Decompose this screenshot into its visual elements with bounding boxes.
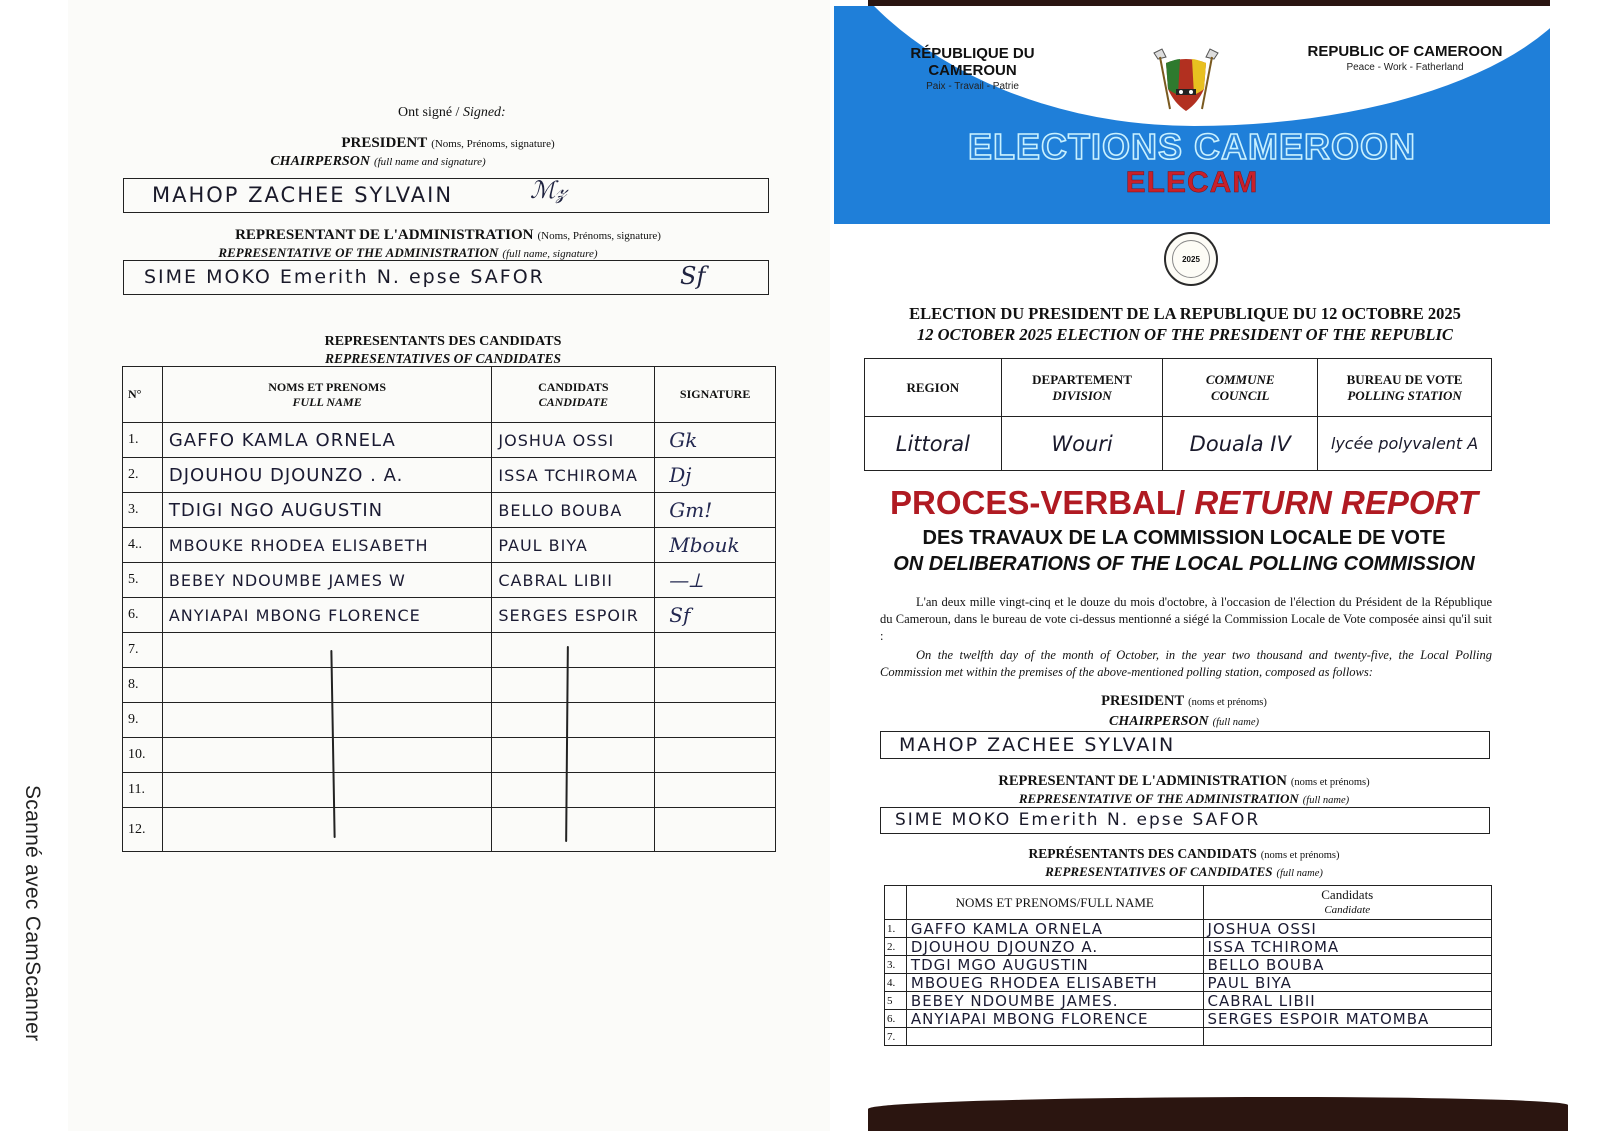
rp-header-cand-en: Candidate — [1324, 904, 1371, 916]
signature-cell[interactable]: —⟂ — [655, 563, 776, 598]
republic-fr-block — [870, 45, 1075, 92]
col-header-candidate — [492, 367, 655, 423]
col-header-signature — [655, 367, 776, 423]
candidate-name[interactable] — [492, 633, 655, 668]
administration-title-en: REPRESENTATIVE OF THE ADMINISTRATION — [218, 245, 499, 260]
republic-fr-motto: Paix - Travail - Patrie — [926, 81, 1019, 92]
representative-name[interactable]: TDIGI NGO AUGUSTIN — [162, 493, 492, 528]
seal-year: 2025 — [1172, 240, 1210, 278]
rp-candidates-title-fr: REPRÉSENTANTS DES CANDIDATS — [1028, 846, 1257, 861]
rp-chairperson-note-en: (full name) — [1212, 717, 1259, 728]
header-cand-fr: CANDIDATS — [538, 379, 609, 394]
republic-fr-title: RÉPUBLIQUE DU CAMEROUN — [910, 45, 1035, 79]
region-value[interactable]: Littoral — [865, 417, 1002, 471]
table-row — [123, 598, 776, 633]
row-number: 5. — [123, 563, 163, 598]
rp-col-header-name — [906, 886, 1203, 920]
table-row — [885, 956, 1492, 974]
division-value[interactable]: Wouri — [1001, 417, 1163, 471]
rp-president-name-field[interactable] — [880, 731, 1490, 759]
representative-name[interactable]: TDGI MGO AUGUSTIN — [906, 956, 1203, 974]
chairperson-title-en: CHAIRPERSON — [270, 154, 370, 169]
administration-signature: Sf — [680, 262, 706, 290]
candidate-name[interactable]: CABRAL LIBII — [492, 563, 655, 598]
representative-name[interactable]: GAFFO KAMLA ORNELA — [162, 423, 492, 458]
representative-name[interactable] — [162, 633, 492, 668]
row-number: 12. — [123, 808, 163, 852]
col-header-num — [123, 367, 163, 423]
representative-name[interactable] — [162, 738, 492, 773]
administration-name-value: SIME MOKO Emerith N. epse SAFOR — [144, 266, 545, 288]
rp-administration-title-en: REPRESENTATIVE OF THE ADMINISTRATION — [1018, 791, 1299, 806]
location-table — [864, 358, 1492, 471]
header-station-fr: BUREAU DE VOTE — [1346, 371, 1463, 387]
signature-cell[interactable] — [655, 738, 776, 773]
candidate-name[interactable]: ISSA TCHIROMA — [1203, 938, 1491, 956]
row-number: 4. — [885, 974, 907, 992]
president-name-field[interactable] — [123, 178, 769, 213]
signature-cell[interactable]: Dj — [655, 458, 776, 493]
rp-candidates-title-en: REPRESENTATIVES OF CANDIDATES — [1045, 864, 1273, 879]
representative-name[interactable]: BEBEY NDOUMBE JAMES W — [162, 563, 492, 598]
report-title-en: RETURN REPORT — [1194, 484, 1478, 521]
signature-cell[interactable] — [655, 808, 776, 852]
header-name-en: FULL NAME — [292, 394, 362, 409]
representative-name[interactable]: ANYIAPAI MBONG FLORENCE — [906, 1010, 1203, 1028]
representative-name[interactable]: BEBEY NDOUMBE JAMES. — [906, 992, 1203, 1010]
rp-administration-note-en: (full name) — [1302, 795, 1350, 806]
row-number: 3. — [123, 493, 163, 528]
candidate-name[interactable]: BELLO BOUBA — [492, 493, 655, 528]
page-edge-bottom — [868, 1097, 1568, 1131]
representative-name[interactable]: DJOUHOU DJOUNZO . A. — [162, 458, 492, 493]
signature-cell[interactable] — [655, 668, 776, 703]
polling-station-value[interactable]: lycée polyvalent A — [1318, 417, 1492, 471]
row-number: 9. — [123, 703, 163, 738]
header-signature-text: SIGNATURE — [679, 387, 751, 401]
location-header-row — [865, 359, 1492, 417]
table-row — [123, 668, 776, 703]
row-number: 6. — [885, 1010, 907, 1028]
rp-administration-name-value: SIME MOKO Emerith N. epse SAFOR — [895, 810, 1261, 830]
representative-name[interactable]: DJOUHOU DJOUNZO A. — [906, 938, 1203, 956]
rp-candidates-table — [884, 885, 1492, 1046]
president-signature: ℳ𝓏 — [530, 176, 567, 204]
representative-name[interactable] — [162, 773, 492, 808]
header-council-en: COUNCIL — [1210, 387, 1270, 403]
representative-name[interactable]: ANYIAPAI MBONG FLORENCE — [162, 598, 492, 633]
location-values-row — [865, 417, 1492, 471]
rp-col-header-candidate — [1203, 886, 1491, 920]
table-row — [885, 938, 1492, 956]
left-page-signatures — [68, 0, 830, 1131]
row-number: 5 — [885, 992, 907, 1010]
row-number: 2. — [123, 458, 163, 493]
rp-chairperson-title-en: CHAIRPERSON — [1109, 714, 1209, 729]
administration-name-field[interactable] — [123, 260, 769, 295]
header-division — [1001, 359, 1163, 417]
rp-president-title-fr: PRESIDENT — [1101, 693, 1185, 709]
candidate-name[interactable]: JOSHUA OSSI — [1203, 920, 1491, 938]
rp-president-title — [834, 692, 1534, 710]
table-row — [123, 808, 776, 852]
table-row — [123, 423, 776, 458]
row-number: 7. — [123, 633, 163, 668]
signature-cell[interactable] — [655, 773, 776, 808]
rp-administration-title-fr: REPRESENTANT DE L'ADMINISTRATION — [998, 773, 1287, 789]
table-row — [885, 1028, 1492, 1046]
representative-name[interactable] — [906, 1028, 1203, 1046]
chairperson-title — [0, 152, 758, 170]
candidate-name[interactable]: ISSA TCHIROMA — [492, 458, 655, 493]
candidates-title-fr — [63, 332, 823, 350]
table-row — [123, 703, 776, 738]
rp-candidates-title-en-row — [834, 863, 1534, 881]
row-number: 2. — [885, 938, 907, 956]
candidate-name[interactable]: CABRAL LIBII — [1203, 992, 1491, 1010]
candidate-name[interactable]: SERGES ESPOIR — [492, 598, 655, 633]
elecam-seal-icon — [1164, 232, 1218, 286]
election-title-fr: ELECTION DU PRESIDENT DE LA REPUBLIQUE DU 12 OCTOBRE 2025 — [909, 304, 1461, 323]
representative-name[interactable] — [162, 808, 492, 852]
signature-cell[interactable] — [655, 703, 776, 738]
election-title-en: 12 OCTOBER 2025 ELECTION OF THE PRESIDENT OF THE REPUBLIC — [917, 325, 1453, 344]
header-polling-station — [1318, 359, 1492, 417]
republic-en-motto: Peace - Work - Fatherland — [1346, 62, 1464, 73]
camscanner-watermark — [12, 785, 52, 1085]
header-cand-en: CANDIDATE — [538, 394, 608, 409]
report-subtitle-en: ON DELIBERATIONS OF THE LOCAL POLLING COMMISSION — [893, 553, 1475, 575]
header-station-en: POLLING STATION — [1347, 387, 1462, 403]
candidate-name[interactable] — [492, 668, 655, 703]
signature-cell[interactable] — [655, 633, 776, 668]
signature-cell[interactable]: Gk — [655, 423, 776, 458]
table-row — [123, 633, 776, 668]
intro-paragraph-fr: L'an deux mille vingt-cinq et le douze du mois d'octobre, à l'occasion de l'élection du Président de la République du Cameroun, dans le bureau de vote ci-dessus mentionné a siégé la Commission Locale de Vote composée ainsi qu'il suit : — [880, 595, 1492, 643]
president-name-value: MAHOP ZACHEE SYLVAIN — [152, 183, 454, 207]
table-row — [123, 458, 776, 493]
report-title-fr: PROCES-VERBAL/ — [890, 484, 1195, 521]
row-number: 6. — [123, 598, 163, 633]
table-row — [885, 920, 1492, 938]
rp-candidates-title — [834, 845, 1534, 863]
watermark-text: Scanné avec CamScanner — [21, 785, 44, 1042]
signature-cell[interactable]: Mbouk — [655, 528, 776, 563]
president-title — [68, 134, 828, 152]
rp-administration-title-en-row — [834, 790, 1534, 808]
republic-en-title: REPUBLIC OF CAMEROON — [1307, 43, 1503, 60]
header-region — [865, 359, 1002, 417]
candidate-name[interactable] — [1203, 1028, 1491, 1046]
signature-cell[interactable]: Gm! — [655, 493, 776, 528]
candidate-name[interactable] — [492, 808, 655, 852]
candidate-name[interactable] — [492, 738, 655, 773]
candidate-name[interactable]: SERGES ESPOIR MATOMBA — [1203, 1010, 1491, 1028]
report-title — [834, 484, 1534, 522]
header-division-en: DIVISION — [1052, 387, 1112, 403]
intro-paragraph-en: On the twelfth day of the month of October, in the year two thousand and twenty-five, the Local Polling Commission met within the premises of the above-mentioned polling station, composed as follows: — [880, 648, 1492, 679]
rp-president-note-fr: (noms et prénoms) — [1188, 697, 1267, 708]
header-division-fr: DEPARTEMENT — [1032, 371, 1132, 387]
candidates-title-en-text: REPRESENTATIVES OF CANDIDATES — [324, 351, 562, 366]
administration-title-fr: REPRESENTANT DE L'ADMINISTRATION — [235, 227, 534, 243]
republic-en-block — [1305, 43, 1505, 73]
row-number: 1. — [885, 920, 907, 938]
row-number: 10. — [123, 738, 163, 773]
representative-name[interactable]: MBOUKE RHODEA ELISABETH — [162, 528, 492, 563]
rp-candidates-note-fr: (noms et prénoms) — [1260, 850, 1340, 861]
rp-col-header-num — [885, 886, 907, 920]
row-number: 4.. — [123, 528, 163, 563]
rp-administration-title — [834, 772, 1534, 790]
administration-note-fr: (Noms, Prénoms, signature) — [537, 230, 661, 242]
rp-table-header-row — [885, 886, 1492, 920]
candidate-name[interactable]: PAUL BIYA — [1203, 974, 1491, 992]
candidate-name[interactable] — [492, 703, 655, 738]
table-row — [885, 992, 1492, 1010]
candidates-title-fr-text: REPRESENTANTS DES CANDIDATS — [324, 334, 562, 349]
rp-candidates-note-en: (full name) — [1276, 868, 1323, 879]
table-row — [123, 773, 776, 808]
coat-of-arms-icon — [1148, 45, 1224, 115]
col-header-full-name — [162, 367, 492, 423]
signed-heading — [398, 105, 506, 121]
candidate-name[interactable]: JOSHUA OSSI — [492, 423, 655, 458]
table-row — [885, 1010, 1492, 1028]
signature-cell[interactable]: Sf — [655, 598, 776, 633]
elections-cameroon-title: ELECTIONS CAMEROON — [967, 126, 1416, 167]
elecam-title: ELECAM — [1125, 166, 1259, 199]
signed-label-en: Signed: — [462, 105, 506, 120]
candidate-name[interactable] — [492, 773, 655, 808]
president-note-fr: (Noms, Prénoms, signature) — [431, 138, 555, 150]
row-number: 8. — [123, 668, 163, 703]
table-header-row — [123, 367, 776, 423]
candidates-signature-table — [122, 366, 776, 852]
header-num-text: N° — [128, 387, 142, 401]
administration-note-en: (full name, signature) — [502, 248, 598, 260]
report-subtitle-fr: DES TRAVAUX DE LA COMMISSION LOCALE DE VOTE — [922, 527, 1446, 549]
rp-header-cand-fr: Candidats — [1321, 887, 1374, 902]
header-region-text: REGION — [906, 379, 960, 395]
row-number: 7. — [885, 1028, 907, 1046]
candidate-name[interactable]: BELLO BOUBA — [1203, 956, 1491, 974]
header-council — [1163, 359, 1318, 417]
administration-title — [68, 226, 828, 244]
row-number: 3. — [885, 956, 907, 974]
table-row — [123, 493, 776, 528]
representative-name[interactable]: GAFFO KAMLA ORNELA — [906, 920, 1203, 938]
president-title-fr: PRESIDENT — [341, 135, 428, 151]
candidate-name[interactable]: PAUL BIYA — [492, 528, 655, 563]
representative-name[interactable]: MBOUEG RHODEA ELISABETH — [906, 974, 1203, 992]
table-row — [123, 563, 776, 598]
row-number: 11. — [123, 773, 163, 808]
rp-administration-name-field[interactable] — [880, 807, 1490, 834]
table-row — [885, 974, 1492, 992]
rp-administration-note-fr: (noms et prénoms) — [1290, 777, 1370, 788]
row-number: 1. — [123, 423, 163, 458]
signed-label-fr: Ont signé / — [398, 105, 463, 120]
table-row — [123, 528, 776, 563]
chairperson-note-en: (full name and signature) — [373, 156, 486, 168]
rp-chairperson-title — [834, 712, 1534, 730]
rp-header-name-text: NOMS ET PRENOMS/FULL NAME — [955, 894, 1154, 910]
header-council-fr: COMMUNE — [1205, 371, 1275, 387]
representative-name[interactable] — [162, 668, 492, 703]
rp-president-name-value: MAHOP ZACHEE SYLVAIN — [899, 734, 1176, 756]
table-row — [123, 738, 776, 773]
council-value[interactable]: Douala IV — [1163, 417, 1318, 471]
representative-name[interactable] — [162, 703, 492, 738]
header-name-fr: NOMS ET PRENOMS — [268, 379, 387, 394]
